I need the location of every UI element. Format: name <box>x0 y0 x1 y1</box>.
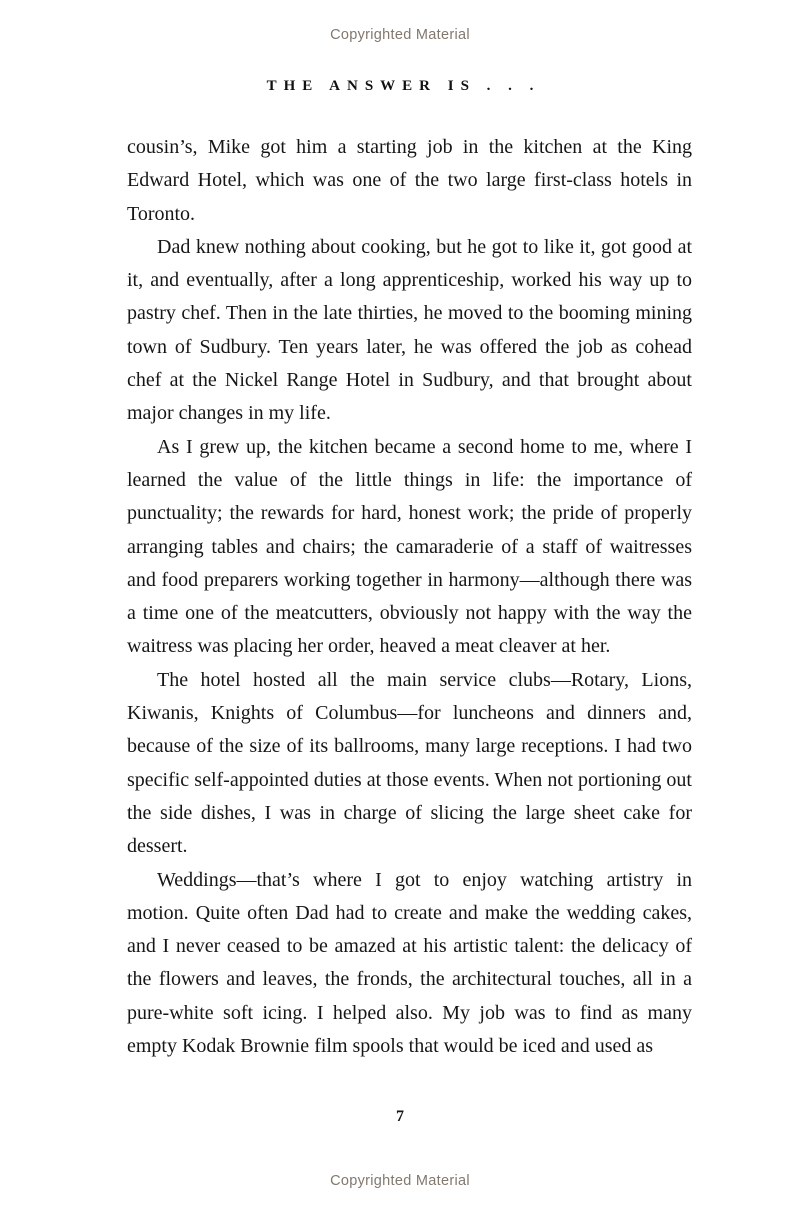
copyright-notice-top: Copyrighted Material <box>330 27 470 43</box>
paragraph: Weddings—that’s where I got to enjoy watching artistry in motion. Quite often Dad had to create and make the wedding cakes, and I never ceased to be amazed at his artistic talent: the delicacy of the flowers and leaves, the fronds, the architectural touches, all in a pure-white soft icing. I helped also. My job was to find as many empty Kodak Brownie film spools that would be iced and used as <box>127 868 692 1058</box>
running-header: THE ANSWER IS . . . <box>266 78 541 94</box>
body-text <box>127 131 692 1063</box>
paragraph: Dad knew nothing about cooking, but he got to like it, got good at it, and eventually, after a long apprenticeship, worked his way up to pastry chef. Then in the late thirties, he moved to the booming mining town of Sudbury. Ten years later, he was offered the job as cohead chef at the Nickel Range Hotel in Sudbury, and that brought about major changes in my life. <box>127 235 692 425</box>
paragraph: The hotel hosted all the main service clubs—Rotary, Lions, Kiwanis, Knights of Columbus—for luncheons and dinners and, because of the size of its ballrooms, many large receptions. I had two specific self-appointed duties at those events. When not portioning out the side dishes, I was in charge of slicing the large sheet cake for dessert. <box>127 668 692 858</box>
paragraph: As I grew up, the kitchen became a second home to me, where I learned the value of the little things in life: the importance of punctuality; the rewards for hard, honest work; the pride of properly arranging tables and chairs; the camaraderie of a staff of waitresses and food preparers working together in harmony—although there was a time one of the meatcutters, obviously not happy with the way the waitress was placing her order, heaved a meat cleaver at her. <box>127 435 692 658</box>
paragraph: cousin’s, Mike got him a starting job in the kitchen at the King Edward Hotel, which was one of the two large first-class hotels in Toronto. <box>127 136 692 225</box>
page-number: 7 <box>396 1108 404 1125</box>
copyright-notice-bottom: Copyrighted Material <box>330 1173 470 1189</box>
